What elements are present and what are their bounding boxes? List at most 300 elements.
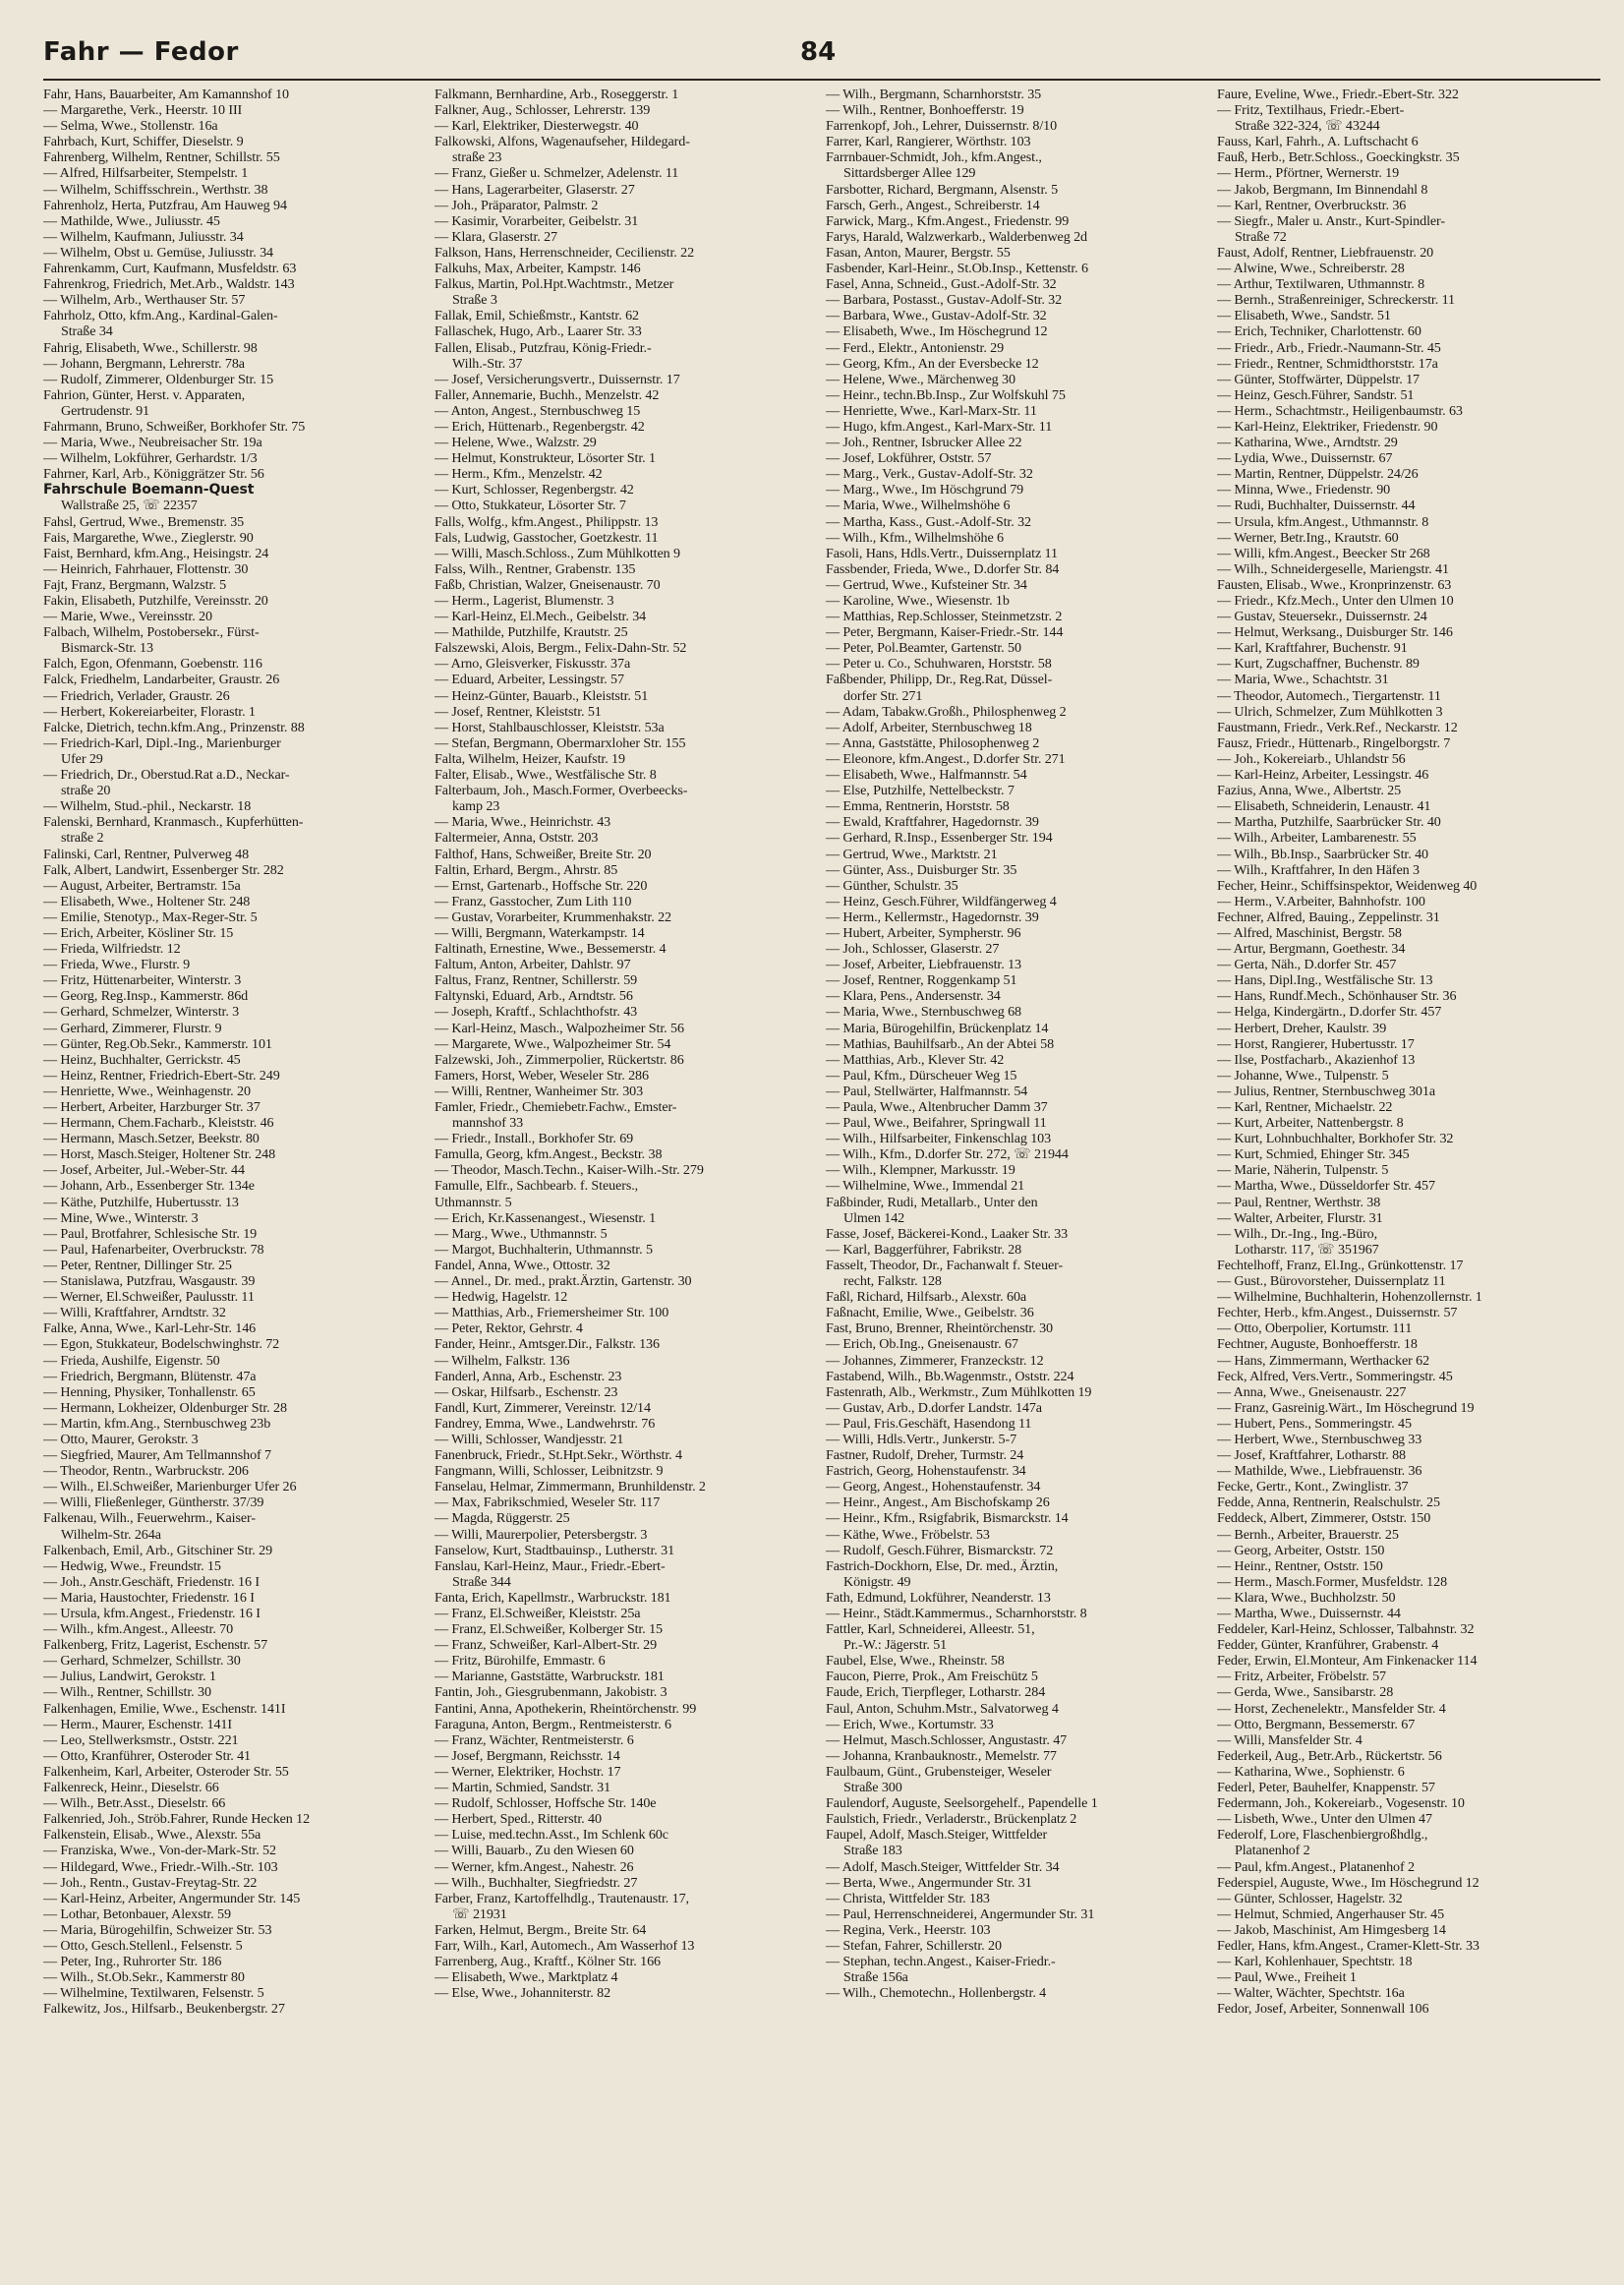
directory-entry: Falinski, Carl, Rentner, Pulverweg 48 [43,846,250,862]
directory-entry: Faltum, Anton, Arbeiter, Dahlstr. 97 [435,957,631,973]
directory-entry: — Leo, Stellwerksmstr., Oststr. 221 [43,1731,239,1748]
directory-entry: Falszewski, Alois, Bergm., Felix-Dahn-Str. 52 [435,640,687,657]
page-header [43,29,1600,75]
directory-entry: — Hildegard, Wwe., Friedr.-Wilh.-Str. 103 [43,1858,278,1875]
directory-entry: — Günter, Reg.Ob.Sekr., Kammerstr. 101 [43,1035,272,1052]
directory-entry: — Kurt, Schmied, Ehinger Str. 345 [1217,1146,1410,1163]
directory-entry: — Helmut, Konstrukteur, Lösorter Str. 1 [435,450,656,467]
directory-entry: Fallen, Elisab., Putzfrau, König-Friedr.- [435,339,652,356]
directory-entry: — Elisabeth, Wwe., Sandstr. 51 [1217,308,1391,324]
directory-entry: Fanta, Erich, Kapellmstr., Warbruckstr. 181 [435,1589,671,1606]
directory-entry: — Lydia, Wwe., Duissernstr. 67 [1217,450,1393,467]
directory-entry: — Maria, Wwe., Heinrichstr. 43 [435,814,611,831]
directory-entry: — Maria, Wwe., Wilhelmshöhe 6 [826,498,1011,514]
directory-entry: — Friedr., Install., Borkhofer Str. 69 [435,1131,634,1147]
directory-entry: Faust, Adolf, Rentner, Liebfrauenstr. 20 [1217,244,1434,261]
directory-entry: Pr.-W.: Jägerstr. 51 [843,1637,948,1654]
directory-entry: Famulla, Georg, kfm.Angest., Beckstr. 38 [435,1146,663,1163]
directory-entry: Farber, Franz, Kartoffelhdlg., Trautenaustr. 17, [435,1890,689,1906]
directory-entry: — Hermann, Chem.Facharb., Kleiststr. 46 [43,1115,274,1132]
directory-entry: — Stanislawa, Putzfrau, Wasgaustr. 39 [43,1273,256,1290]
directory-entry: — Fritz, Bürohilfe, Emmastr. 6 [435,1653,606,1670]
directory-entry: — Heinz, Rentner, Friedrich-Ebert-Str. 249 [43,1067,280,1084]
directory-entry: — Johannes, Zimmerer, Franzeckstr. 12 [826,1352,1044,1369]
directory-entry: Farrenkopf, Joh., Lehrer, Duissernstr. 8/10 [826,118,1058,135]
directory-entry: Fassbender, Frieda, Wwe., D.dorfer Str. 84 [826,560,1060,577]
directory-entry: Fath, Edmund, Lokführer, Neanderstr. 13 [826,1589,1051,1606]
directory-entry: — Horst, Masch.Steiger, Holtener Str. 248 [43,1146,276,1163]
directory-entry: — Eleonore, kfm.Angest., D.dorfer Str. 271 [826,750,1066,767]
directory-entry: — Horst, Stahlbauschlosser, Kleiststr. 53a [435,719,665,735]
directory-entry: — Heinr., Angest., Am Bischofskamp 26 [826,1494,1050,1511]
directory-entry: — Willi, kfm.Angest., Beecker Str 268 [1217,545,1430,561]
directory-entry: Faßbender, Philipp, Dr., Reg.Rat, Düssel- [826,672,1053,688]
directory-entry: Königstr. 49 [843,1573,911,1590]
directory-entry: — Wilhelm, Kaufmann, Juliusstr. 34 [43,228,244,245]
directory-entry: — Johanne, Wwe., Tulpenstr. 5 [1217,1067,1389,1084]
directory-entry: — Annel., Dr. med., prakt.Ärztin, Gartenstr. 30 [435,1273,692,1290]
directory-entry: Faßnacht, Emilie, Wwe., Geibelstr. 36 [826,1305,1034,1321]
directory-entry: — Käthe, Wwe., Fröbelstr. 53 [826,1526,990,1543]
directory-entry: Falta, Wilhelm, Heizer, Kaufstr. 19 [435,750,625,767]
directory-entry: Falenski, Bernhard, Kranmasch., Kupferhütten- [43,814,304,831]
directory-entry: — Karl, Rentner, Michaelstr. 22 [1217,1099,1393,1115]
directory-entry: Federmann, Joh., Kokereiarb., Vogesenstr. 10 [1217,1795,1465,1812]
directory-entry: — Selma, Wwe., Stollenstr. 16a [43,118,218,135]
directory-entry: — Herbert, Kokereiarbeiter, Florastr. 1 [43,703,256,720]
directory-entry: — Willi, Hdls.Vertr., Junkerstr. 5-7 [826,1431,1017,1447]
directory-entry: — Gertrud, Wwe., Kufsteiner Str. 34 [826,576,1027,593]
directory-entry: Straße 156a [843,1969,908,1986]
directory-entry: Faßl, Richard, Hilfsarb., Alexstr. 60a [826,1289,1027,1306]
directory-entry: — Henriette, Wwe., Karl-Marx-Str. 11 [826,402,1037,419]
directory-entry: — Heinr., Städt.Kammermus., Scharnhorststr. 8 [826,1606,1087,1621]
directory-entry: — Paula, Wwe., Altenbrucher Damm 37 [826,1099,1048,1115]
directory-entry: — Hans, Rundf.Mech., Schönhauser Str. 36 [1217,988,1457,1005]
directory-entry: — Wilh., Dr.-Ing., Ing.-Büro, [1217,1225,1378,1242]
directory-entry: Falkenried, Joh., Ströb.Fahrer, Runde Hecken 12 [43,1811,311,1828]
directory-entry: — Jakob, Maschinist, Am Himgesberg 14 [1217,1921,1446,1938]
directory-entry: — Elisabeth, Wwe., Holtener Str. 248 [43,893,251,909]
directory-entry: — Josef, Rentner, Kleiststr. 51 [435,703,602,720]
directory-entry: — Willi, Fließenleger, Güntherstr. 37/39 [43,1494,264,1511]
directory-entry: — Martha, Wwe., Duissernstr. 44 [1217,1606,1401,1621]
directory-entry: — Johann, Bergmann, Lehrerstr. 78a [43,355,245,372]
directory-entry: — Herm., Maurer, Eschenstr. 141I [43,1716,232,1732]
directory-entry: — Karl, Elektriker, Diesterwegstr. 40 [435,118,639,135]
directory-entry: — Gustav, Arb., D.dorfer Landstr. 147a [826,1399,1042,1416]
directory-entry: Fasbender, Karl-Heinr., St.Ob.Insp., Kettenstr. 6 [826,261,1088,277]
directory-entry: Falkenstein, Elisab., Wwe., Alexstr. 55a [43,1827,261,1844]
directory-entry: — Gerhard, Schmelzer, Winterstr. 3 [43,1004,240,1021]
directory-entry: — Herm., Masch.Former, Musfeldstr. 128 [1217,1573,1448,1590]
directory-entry: — Peter, Bergmann, Kaiser-Friedr.-Str. 144 [826,624,1064,641]
directory-entry: — Paul, Hafenarbeiter, Overbruckstr. 78 [43,1241,264,1258]
column-1 [43,87,419,2274]
directory-entry: — Joh., Präparator, Palmstr. 2 [435,197,599,213]
directory-entry: — Martha, Putzhilfe, Saarbrücker Str. 40 [1217,814,1441,831]
directory-entry: Faltus, Franz, Rentner, Schillerstr. 59 [435,972,638,989]
directory-entry: Fastner, Rudolf, Dreher, Turmstr. 24 [826,1447,1024,1464]
directory-entry: — Helmut, Masch.Schlosser, Angustastr. 47 [826,1731,1068,1748]
directory-entry: — Paul, kfm.Angest., Platanenhof 2 [1217,1858,1415,1875]
directory-entry: — Wilhelm, Schiffsschrein., Werthstr. 38 [43,181,268,198]
directory-entry: — Willi, Bergmann, Waterkampstr. 14 [435,924,645,941]
directory-entry: Fanselau, Helmar, Zimmermann, Brunhildenstr. 2 [435,1479,706,1495]
directory-entry: Farrnbauer-Schmidt, Joh., kfm.Angest., [826,149,1042,166]
directory-entry: Ufer 29 [61,750,103,767]
directory-entry: — Gerhard, Zimmerer, Flurstr. 9 [43,1020,222,1036]
directory-entry: — Joseph, Kraftf., Schlachthofstr. 43 [435,1004,638,1021]
directory-entry: — Theodor, Masch.Techn., Kaiser-Wilh.-Str. 279 [435,1162,704,1179]
running-head: Fahr — Fedor [43,37,239,67]
directory-entry: Famler, Friedr., Chemiebetr.Fachw., Emster- [435,1099,677,1115]
directory-entry: Fasan, Anton, Maurer, Bergstr. 55 [826,244,1011,261]
directory-entry: — Josef, Bergmann, Reichsstr. 14 [435,1747,620,1764]
directory-entry: Feder, Erwin, El.Monteur, Am Finkenacker 114 [1217,1653,1478,1670]
directory-entry: — Wilhelmine, Buchhalterin, Hohenzollernstr. 1 [1217,1289,1482,1306]
directory-entry: — Stephan, techn.Angest., Kaiser-Friedr.- [826,1954,1056,1970]
directory-entry: Faltinath, Ernestine, Wwe., Bessemerstr. 4 [435,941,667,958]
directory-entry: — Matthias, Arb., Klever Str. 42 [826,1051,1005,1068]
directory-entry: — Erich, Arbeiter, Kösliner Str. 15 [43,924,234,941]
directory-entry: — Elisabeth, Wwe., Halfmannstr. 54 [826,767,1027,784]
directory-entry: — Emma, Rentnerin, Horststr. 58 [826,798,1010,815]
directory-entry: — Hans, Zimmermann, Werthacker 62 [1217,1352,1430,1369]
directory-entry: — Rudi, Buchhalter, Duissernstr. 44 [1217,498,1416,514]
directory-entry: Falkenbach, Emil, Arb., Gitschiner Str. 29 [43,1542,273,1558]
directory-entry: Falkuhs, Max, Arbeiter, Kampstr. 146 [435,261,641,277]
directory-entry: — Helmut, Werksang., Duisburger Str. 146 [1217,624,1453,641]
directory-entry: — Peter, Pol.Beamter, Gartenstr. 50 [826,640,1021,657]
directory-entry: Falbach, Wilhelm, Postobersekr., Fürst- [43,624,260,641]
directory-entry: Falkmann, Bernhardine, Arb., Roseggerstr. 1 [435,87,679,102]
directory-entry: — Karoline, Wwe., Wiesenstr. 1b [826,593,1010,609]
directory-entry: straße 2 [61,830,104,847]
directory-entry: Faist, Bernhard, kfm.Ang., Heisingstr. 24 [43,545,269,561]
directory-entry: Falthof, Hans, Schweißer, Breite Str. 20 [435,846,652,862]
directory-entry: — Heinr., techn.Bb.Insp., Zur Wolfskuhl 75 [826,386,1066,403]
directory-entry: — Theodor, Automech., Tiergartenstr. 11 [1217,687,1441,704]
directory-entry: — Karl, Kohlenhauer, Spechtstr. 18 [1217,1954,1413,1970]
directory-entry: — Else, Putzhilfe, Nettelbeckstr. 7 [826,783,1015,799]
directory-entry: Fahr, Hans, Bauarbeiter, Am Kamannshof 10 [43,87,289,102]
directory-entry: — Max, Fabrikschmied, Weseler Str. 117 [435,1494,661,1511]
directory-entry: Straße 34 [61,323,113,340]
directory-entry: — Frieda, Aushilfe, Eigenstr. 50 [43,1352,220,1369]
directory-entry: — Wilhelmine, Textilwaren, Felsenstr. 5 [43,1985,264,2002]
directory-entry: — Wilh., Hilfsarbeiter, Finkenschlag 103 [826,1131,1052,1147]
directory-entry: — Georg, Kfm., An der Eversbecke 12 [826,355,1039,372]
directory-entry: Falss, Wilh., Rentner, Grabenstr. 135 [435,560,636,577]
directory-entry: — Maria, Bürogehilfin, Brückenplatz 14 [826,1020,1049,1036]
directory-entry: Ulmen 142 [843,1209,905,1226]
directory-entry: Fedde, Anna, Rentnerin, Realschulstr. 25 [1217,1494,1440,1511]
directory-entry: — Alfred, Maschinist, Bergstr. 58 [1217,924,1402,941]
directory-entry: Fasse, Josef, Bäckerei-Kond., Laaker Str. 33 [826,1225,1069,1242]
directory-entry: — Martin, Schmied, Sandstr. 31 [435,1780,611,1796]
directory-entry: — Franz, El.Schweißer, Kolberger Str. 15 [435,1621,663,1638]
directory-entry: — Wilh., St.Ob.Sekr., Kammerstr 80 [43,1969,245,1986]
directory-entry: Fahrenholz, Herta, Putzfrau, Am Hauweg 94 [43,197,287,213]
directory-entry: Fasoli, Hans, Hdls.Vertr., Duissernplatz 11 [826,545,1058,561]
directory-entry: — Ernst, Gartenarb., Hoffsche Str. 220 [435,877,648,894]
directory-entry: — Ursula, kfm.Angest., Friedenstr. 16 I [43,1606,261,1621]
directory-entry: Falkewitz, Jos., Hilfsarb., Beukenbergstr. 27 [43,2001,285,2018]
directory-entry: Fastenrath, Alb., Werkmstr., Zum Mühlkotten 19 [826,1383,1092,1400]
directory-entry: — Herm., Schachtmstr., Heiligenbaumstr. 63 [1217,402,1463,419]
directory-entry: — Maria, Bürogehilfin, Schweizer Str. 53 [43,1921,272,1938]
directory-entry: Straße 72 [1235,228,1287,245]
directory-entry: — Otto, Oberpolier, Kortumstr. 111 [1217,1320,1413,1337]
directory-entry: — Georg, Arbeiter, Oststr. 150 [1217,1542,1385,1558]
directory-entry: Fahrholz, Otto, kfm.Ang., Kardinal-Galen- [43,308,278,324]
directory-entry: Falkowski, Alfons, Wagenaufseher, Hildegard- [435,134,690,150]
header-rule [43,79,1600,81]
directory-entry: — Gustav, Vorarbeiter, Krummenhakstr. 22 [435,908,671,925]
directory-entry: — Karl-Heinz, Masch., Walpozheimer Str. 56 [435,1020,684,1036]
directory-entry: Farys, Harald, Walzwerkarb., Walderbenweg 2d [826,228,1087,245]
directory-entry: — Erich, Ob.Ing., Gneisenaustr. 67 [826,1336,1018,1353]
directory-entry: — Wilhelm, Arb., Werthauser Str. 57 [43,292,246,309]
directory-entry: — Paul, Rentner, Werthstr. 38 [1217,1194,1381,1210]
directory-entry: — Wilh., Chemotechn., Hollenbergstr. 4 [826,1985,1047,2002]
directory-entry: Faude, Erich, Tierpfleger, Lotharstr. 284 [826,1684,1046,1701]
directory-entry: — Ilse, Postfacharb., Akazienhof 13 [1217,1051,1416,1068]
directory-entry: — Joh., Rentn., Gustav-Freytag-Str. 22 [43,1874,258,1891]
directory-entry: Faulbaum, Günt., Grubensteiger, Weseler [826,1763,1052,1780]
directory-entry: — Helene, Wwe., Märchenweg 30 [826,371,1015,387]
directory-entry: Fahrner, Karl, Arb., Königgrätzer Str. 56 [43,466,264,483]
directory-entry: — Matthias, Arb., Friemersheimer Str. 100 [435,1305,669,1321]
directory-entry: — Erich, Wwe., Kortumstr. 33 [826,1716,994,1732]
directory-entry: — Heinrich, Fahrhauer, Flottenstr. 30 [43,560,249,577]
directory-entry: — Friedr., Kfz.Mech., Unter den Ulmen 10 [1217,593,1454,609]
directory-entry: — Friedr., Rentner, Schmidthorststr. 17a [1217,355,1438,372]
directory-entry: — Wilh., Klempner, Markusstr. 19 [826,1162,1015,1179]
directory-entry: Wilhelm-Str. 264a [61,1526,161,1543]
directory-entry: — Elisabeth, Schneiderin, Lenaustr. 41 [1217,798,1431,815]
directory-entry: Fastabend, Wilh., Bb.Wagenmstr., Oststr. 224 [826,1368,1074,1384]
directory-entry: Federl, Peter, Bauhelfer, Knappenstr. 57 [1217,1780,1435,1796]
directory-entry: Farsch, Gerh., Angest., Schreiberstr. 14 [826,197,1040,213]
directory-entry: Fahrenkrog, Friedrich, Met.Arb., Waldstr. 143 [43,276,295,293]
directory-entry: — Josef, Arbeiter, Jul.-Weber-Str. 44 [43,1162,245,1179]
directory-entry: Farken, Helmut, Bergm., Breite Str. 64 [435,1921,647,1938]
directory-entry: — Friedrich, Bergmann, Blütenstr. 47a [43,1368,257,1384]
directory-entry: — Günter, Schlosser, Hagelstr. 32 [1217,1890,1403,1906]
directory-entry: — Stefan, Fahrer, Schillerstr. 20 [826,1937,1002,1954]
directory-entry: — Paul, Herrenschneiderei, Angermunder Str. 31 [826,1905,1095,1922]
directory-entry: — Karl-Heinz, Elektriker, Friedenstr. 90 [1217,418,1438,435]
directory-entry: Faraguna, Anton, Bergm., Rentmeisterstr. 6 [435,1716,671,1732]
directory-entry: Fahrion, Günter, Herst. v. Apparaten, [43,386,246,403]
directory-entry: Fausten, Elisab., Wwe., Kronprinzenstr. 63 [1217,576,1452,593]
directory-entry: — Arno, Gleisverker, Fiskusstr. 37a [435,656,631,673]
directory-entry: — Kurt, Zugschaffner, Buchenstr. 89 [1217,656,1420,673]
directory-entry: — Hedwig, Wwe., Freundstr. 15 [43,1557,221,1574]
directory-entry: Fauss, Karl, Fahrh., A. Luftschacht 6 [1217,134,1419,150]
directory-entry: ☏ 21931 [452,1905,507,1922]
directory-entry: — Herm., Lagerist, Blumenstr. 3 [435,593,614,609]
directory-entry: Platanenhof 2 [1235,1843,1310,1859]
directory-entry: Faller, Annemarie, Buchh., Menzelstr. 42 [435,386,660,403]
directory-entry: Fals, Ludwig, Gasstocher, Goetzkestr. 11 [435,529,659,546]
directory-entry: Wilh.-Str. 37 [452,355,523,372]
directory-entry: Fedder, Günter, Kranführer, Grabenstr. 4 [1217,1637,1439,1654]
directory-entry: — Helene, Wwe., Walzstr. 29 [435,435,597,451]
directory-entry: — Friedr., Arb., Friedr.-Naumann-Str. 45 [1217,339,1441,356]
column-2 [435,87,810,2274]
directory-entry: — Marie, Wwe., Vereinsstr. 20 [43,609,212,625]
directory-entry: — Anton, Angest., Sternbuschweg 15 [435,402,641,419]
directory-entry: Farrer, Karl, Rangierer, Wörthstr. 103 [826,134,1031,150]
directory-entry: — Gerda, Wwe., Sansibarstr. 28 [1217,1684,1394,1701]
directory-entry: Fasselt, Theodor, Dr., Fachanwalt f. Steuer- [826,1257,1064,1273]
directory-entry: Fastrich-Dockhorn, Else, Dr. med., Ärztin, [826,1557,1059,1574]
directory-entry: — Wilh., Kfm., D.dorfer Str. 272, ☏ 21944 [826,1146,1069,1163]
directory-entry: — Katharina, Wwe., Sophienstr. 6 [1217,1763,1405,1780]
directory-entry: Fahrenberg, Wilhelm, Rentner, Schillstr. 55 [43,149,280,166]
directory-entry: — Minna, Wwe., Friedenstr. 90 [1217,482,1391,498]
directory-entry: — Peter u. Co., Schuhwaren, Horststr. 58 [826,656,1052,673]
directory-columns [43,87,1606,2274]
directory-entry: — Frieda, Wilfriedstr. 12 [43,941,181,958]
directory-entry: Fahrenkamm, Curt, Kaufmann, Musfeldstr. 63 [43,261,297,277]
directory-entry: — Wilhelm, Lokführer, Gerhardstr. 1/3 [43,450,258,467]
directory-entry: Fechtner, Auguste, Bonhoefferstr. 18 [1217,1336,1418,1353]
directory-entry: — Erich, Hüttenarb., Regenbergstr. 42 [435,418,645,435]
directory-entry: — Otto, Gesch.Stellenl., Felsenstr. 5 [43,1937,243,1954]
directory-entry: — Helmut, Schmied, Angerhauser Str. 45 [1217,1905,1445,1922]
directory-entry: — Fritz, Arbeiter, Fröbelstr. 57 [1217,1669,1386,1685]
directory-entry: — Werner, Betr.Ing., Krautstr. 60 [1217,529,1399,546]
directory-entry: Fanderl, Anna, Arb., Eschenstr. 23 [435,1368,622,1384]
directory-entry: Fanslau, Karl-Heinz, Maur., Friedr.-Ebert- [435,1557,666,1574]
directory-entry: — Paul, Wwe., Beifahrer, Springwall 11 [826,1115,1047,1132]
directory-entry: — Barbara, Wwe., Gustav-Adolf-Str. 32 [826,308,1047,324]
directory-entry: — Otto, Stukkateur, Lösorter Str. 7 [435,498,626,514]
directory-entry: Fedler, Hans, kfm.Angest., Cramer-Klett-Str. 33 [1217,1937,1479,1954]
directory-entry: — Alfred, Hilfsarbeiter, Stempelstr. 1 [43,165,249,182]
directory-entry: — Willi, Schlosser, Wandjesstr. 21 [435,1431,624,1447]
directory-entry: — Franz, Gasreinig.Wärt., Im Höschegrund 19 [1217,1399,1475,1416]
directory-entry: straße 20 [61,783,111,799]
directory-entry: Fazius, Anna, Wwe., Albertstr. 25 [1217,783,1402,799]
directory-entry: Falkner, Aug., Schlosser, Lehrerstr. 139 [435,102,651,119]
directory-entry: — Katharina, Wwe., Arndtstr. 29 [1217,435,1398,451]
directory-entry: — Peter, Rektor, Gehrstr. 4 [435,1320,583,1337]
directory-entry: — Gerta, Näh., D.dorfer Str. 457 [1217,957,1397,973]
directory-entry: — Klara, Wwe., Buchholzstr. 50 [1217,1589,1396,1606]
directory-entry: — Martin, Rentner, Düppelstr. 24/26 [1217,466,1419,483]
directory-entry: — Jakob, Bergmann, Im Binnendahl 8 [1217,181,1428,198]
directory-entry: — Johanna, Kranbauknostr., Memelstr. 77 [826,1747,1057,1764]
directory-entry: — Marg., Verk., Gustav-Adolf-Str. 32 [826,466,1033,483]
directory-entry: Falter, Elisab., Wwe., Westfälische Str. 8 [435,767,657,784]
directory-entry: Feddeck, Albert, Zimmerer, Oststr. 150 [1217,1510,1431,1527]
directory-entry: — Martha, Wwe., Düsseldorfer Str. 457 [1217,1178,1435,1195]
directory-entry: — Wilh., Bergmann, Scharnhorststr. 35 [826,87,1042,102]
directory-entry: — August, Arbeiter, Bertramstr. 15a [43,877,241,894]
directory-entry: — Wilh., Schneidergeselle, Mariengstr. 41 [1217,560,1449,577]
directory-entry: Fajt, Franz, Bergmann, Walzstr. 5 [43,576,227,593]
directory-entry: — Mine, Wwe., Winterstr. 3 [43,1209,199,1226]
directory-entry: Wallstraße 25, ☏ 22357 [61,498,198,514]
directory-entry: Fecke, Gertr., Kont., Zwinglistr. 37 [1217,1479,1409,1495]
directory-entry: — Erich, Techniker, Charlottenstr. 60 [1217,323,1421,340]
directory-entry: Falterbaum, Joh., Masch.Former, Overbeecks- [435,783,688,799]
directory-entry: — Franz, Gasstocher, Zum Lith 110 [435,893,632,909]
directory-entry: — Werner, kfm.Angest., Nahestr. 26 [435,1858,634,1875]
directory-entry: — Günther, Schulstr. 35 [826,877,958,894]
directory-entry: Farwick, Marg., Kfm.Angest., Friedenstr. 99 [826,212,1070,229]
directory-entry: — Paul, Stellwärter, Halfmannstr. 54 [826,1083,1028,1099]
directory-entry: — Margarete, Wwe., Walpozheimer Str. 54 [435,1035,671,1052]
directory-entry: — Marg., Wwe., Uthmannstr. 5 [435,1225,608,1242]
directory-entry: Fattler, Karl, Schneiderei, Alleestr. 51, [826,1621,1035,1638]
directory-entry: — Lothar, Betonbauer, Alexstr. 59 [43,1905,231,1922]
directory-entry: Fasel, Anna, Schneid., Gust.-Adolf-Str. 32 [826,276,1057,293]
directory-entry: — Hugo, kfm.Angest., Karl-Marx-Str. 11 [826,418,1053,435]
directory-entry: recht, Falkstr. 128 [843,1273,942,1290]
directory-entry: — Helga, Kindergärtn., D.dorfer Str. 457 [1217,1004,1442,1021]
directory-entry: — Wilhelm, Stud.-phil., Neckarstr. 18 [43,798,252,815]
directory-entry: Faustmann, Friedr., Verk.Ref., Neckarstr. 12 [1217,719,1458,735]
directory-entry: — Gerhard, R.Insp., Essenberger Str. 194 [826,830,1053,847]
directory-entry: Fechter, Herb., kfm.Angest., Duissernstr. 57 [1217,1305,1458,1321]
directory-entry: — Ulrich, Schmelzer, Zum Mühlkotten 3 [1217,703,1443,720]
directory-entry: Farrenberg, Aug., Kraftf., Kölner Str. 166 [435,1954,661,1970]
directory-entry: — Herbert, Dreher, Kaulstr. 39 [1217,1020,1387,1036]
directory-entry: — Kurt, Lohnbuchhalter, Borkhofer Str. 32 [1217,1131,1454,1147]
directory-entry: — Anna, Wwe., Gneisenaustr. 227 [1217,1383,1407,1400]
directory-entry: Faucon, Pierre, Prok., Am Freischütz 5 [826,1669,1038,1685]
directory-entry: Faubel, Else, Wwe., Rheinstr. 58 [826,1653,1005,1670]
directory-entry: — Wilh., Rentner, Bonhoefferstr. 19 [826,102,1024,119]
directory-entry: — Johann, Arb., Essenberger Str. 134e [43,1178,255,1195]
directory-entry: — Oskar, Hilfsarb., Eschenstr. 23 [435,1383,618,1400]
directory-entry: — Heinz, Buchhalter, Gerrickstr. 45 [43,1051,241,1068]
directory-entry: Falkenau, Wilh., Feuerwehrm., Kaiser- [43,1510,256,1527]
directory-entry: — Maria, Wwe., Sternbuschweg 68 [826,1004,1021,1021]
directory-entry: Straße 3 [452,292,497,309]
directory-entry: — Otto, Bergmann, Bessemerstr. 67 [1217,1716,1416,1732]
directory-entry: — Franziska, Wwe., Von-der-Mark-Str. 52 [43,1843,276,1859]
directory-entry: — Marianne, Gaststätte, Warbruckstr. 181 [435,1669,665,1685]
directory-entry: — Peter, Rentner, Dillinger Str. 25 [43,1257,232,1273]
directory-entry: — Margot, Buchhalterin, Uthmannstr. 5 [435,1241,653,1258]
directory-entry: Fast, Bruno, Brenner, Rheintörchenstr. 30 [826,1320,1053,1337]
directory-entry: — Paul, Kfm., Dürscheuer Weg 15 [826,1067,1017,1084]
directory-entry: — Siegfr., Maler u. Anstr., Kurt-Spindler- [1217,212,1445,229]
directory-entry: Fechner, Alfred, Bauing., Zeppelinstr. 31 [1217,908,1440,925]
directory-entry: — Wilhelm, Obst u. Gemüse, Juliusstr. 34 [43,244,273,261]
directory-entry: Faulendorf, Auguste, Seelsorgehelf., Papendelle 1 [826,1795,1098,1812]
directory-entry: Fecher, Heinr., Schiffsinspektor, Weidenweg 40 [1217,877,1478,894]
directory-entry: — Wilh., Arbeiter, Lambarenestr. 55 [1217,830,1417,847]
directory-entry: — Werner, Elektriker, Hochstr. 17 [435,1763,621,1780]
directory-entry: Falcke, Dietrich, techn.kfm.Ang., Prinzenstr. 88 [43,719,305,735]
directory-entry: Falkenheim, Karl, Arbeiter, Osteroder Str. 55 [43,1763,289,1780]
directory-entry: — Elisabeth, Wwe., Im Höschegrund 12 [826,323,1048,340]
directory-entry: Faul, Anton, Schuhm.Mstr., Salvatorweg 4 [826,1700,1059,1717]
directory-entry: — Julius, Rentner, Sternbuschweg 301a [1217,1083,1435,1099]
directory-entry: Faltin, Erhard, Bergm., Ahrstr. 85 [435,861,618,878]
directory-entry: Faßbinder, Rudi, Metallarb., Unter den [826,1194,1038,1210]
directory-entry: — Friedrich-Karl, Dipl.-Ing., Marienburger [43,734,281,751]
directory-entry: — Karl-Heinz, Arbeiter, Angermunder Str. 145 [43,1890,301,1906]
